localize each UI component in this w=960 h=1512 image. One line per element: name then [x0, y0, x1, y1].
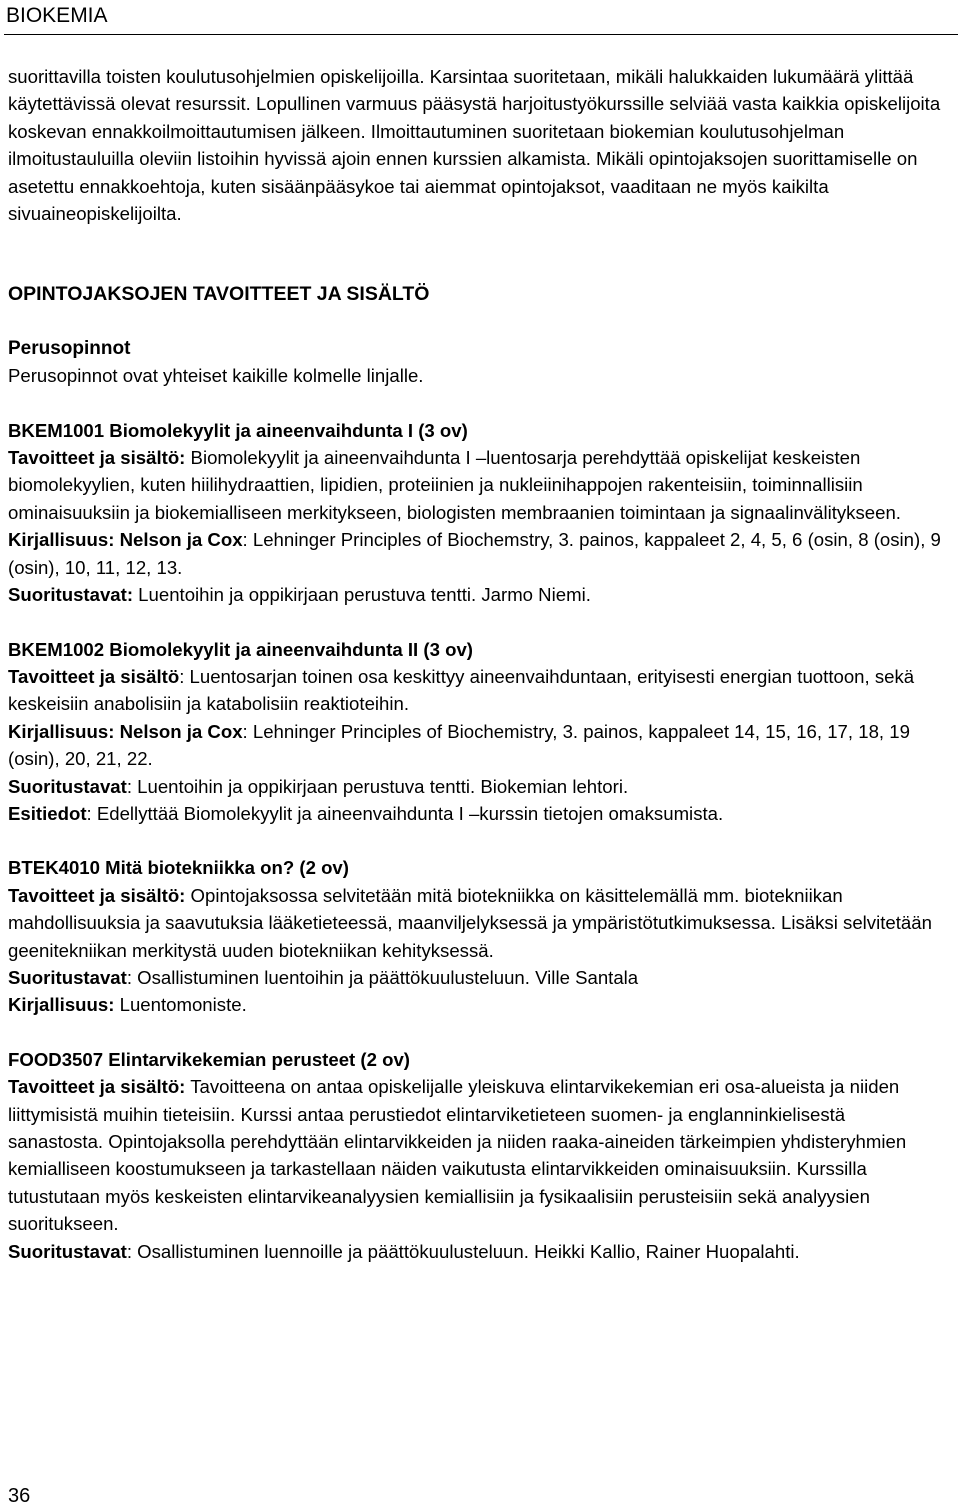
goals-label: Tavoitteet ja sisältö	[8, 665, 180, 687]
goals-text: Biomolekyylit ja aineenvaihdunta I –luentosarja perehdyttää opiskelijat keskeisten biomolekyylien, kuten hiilihydraattien, lipidien, proteiinien ja nukleiinihappojen rakenteisiin, toiminnallisiin ominaisuuksiin ja biokemialliseen merkitykseen, biologisten membraanien toimintaan ja signaalinvälitykseen.	[8, 447, 901, 523]
literature-label: Kirjallisuus:	[8, 994, 115, 1016]
literature-label: Kirjallisuus: Nelson ja Cox	[8, 720, 243, 742]
course-food3507	[8, 1046, 943, 1265]
running-header	[4, 2, 958, 35]
course-goals	[8, 444, 943, 526]
intro-paragraph: suorittavilla toisten koulutusohjelmien opiskelijoilla. Karsintaa suoritetaan, mikäli halukkaiden lukumäärä ylittää käytettävissä olevat resurssit. Lopullinen varmuus pääsystä harjoitustyökurssille selviää vasta kaikkia opiskelijoita koskevan ennakkoilmoittautumisen jälkeen. Ilmoittautuminen suoritetaan biokemian koulutusohjelman ilmoitustauluilla oleviin listoihin hyvissä ajoin ennen kurssien alkamista. Mikäli opintojaksojen suorittamiselle on asetettu ennakkoehtoja, kuten sisäänpääsykoe tai aiemmat opintojaksot, vaaditaan ne myös kaikilta sivuaineopiskelijoilta.	[8, 66, 941, 225]
method-text: : Osallistuminen luentoihin ja päättökuulusteluun. Ville Santala	[126, 966, 639, 988]
method-text: : Luentoihin ja oppikirjaan perustuva tentti. Biokemian lehtori.	[126, 775, 629, 797]
method-text: Luentoihin ja oppikirjaan perustuva tentti. Jarmo Niemi.	[133, 584, 591, 606]
course-title: BTEK4010 Mitä biotekniikka on? (2 ov)	[8, 857, 349, 879]
method-label: Suoritustavat	[8, 1240, 127, 1262]
course-title: FOOD3507 Elintarvikekemian perusteet (2 ov)	[8, 1048, 410, 1070]
goals-text: Tavoitteena on antaa opiskelijalle yleiskuva elintarvikekemian eri osa-alueista ja niiden liittymisistä muihin tieteisiin. Kurssi antaa perustiedot elintarviketieteen suomen- ja englanninkielisestä sanastosta. Opintojaksolla perehdyttään elintarvikkeiden ja niiden raaka-aineiden tärkeimpien yhdisteryhmien kemialliseen koostumukseen ja tarkastellaan näiden vaikutusta elintarvikkeiden ominaisuuksiin. Kurssilla tutustutaan myös keskeisten elintarvikeanalyysien kemiallisiin ja fysikaalisiin perusteisiin sekä analyysien suoritukseen.	[8, 1076, 907, 1235]
literature-label: Kirjallisuus: Nelson ja Cox	[8, 529, 243, 551]
course-literature	[8, 718, 943, 773]
literature-text: : Lehninger Principles of Biochemistry, 3. painos, kappaleet 14, 15, 16, 17, 18, 19 (osin), 20, 21, 22.	[8, 720, 910, 770]
course-method	[8, 1238, 943, 1265]
method-label: Suoritustavat:	[8, 584, 134, 606]
course-title: BKEM1002 Biomolekyylit ja aineenvaihdunta II (3 ov)	[8, 638, 473, 660]
course-goals	[8, 1073, 943, 1237]
body-text	[8, 63, 943, 1292]
course-prerequisites	[8, 800, 943, 827]
goals-label: Tavoitteet ja sisältö:	[8, 1076, 186, 1098]
prerequisites-label: Esitiedot	[8, 802, 87, 824]
prerequisites-text: : Edellyttää Biomolekyylit ja aineenvaihdunta I –kurssin tietojen omaksumista.	[86, 802, 724, 824]
header-title: BIOKEMIA	[6, 4, 108, 27]
method-label: Suoritustavat	[8, 775, 127, 797]
goals-text: : Luentosarjan toinen osa keskittyy aineenvaihduntaan, erityisesti energian tuottoon, sekä keskeisiin anabolisiin ja katabolisiin reaktioteihin.	[8, 665, 915, 715]
section-heading: OPINTOJAKSOJEN TAVOITTEET JA SISÄLTÖ	[8, 283, 430, 306]
goals-label: Tavoitteet ja sisältö:	[8, 447, 186, 469]
course-title: BKEM1001 Biomolekyylit ja aineenvaihdunta I (3 ov)	[8, 419, 468, 441]
perusopinnot-heading: Perusopinnot	[8, 337, 131, 359]
course-method	[8, 581, 943, 608]
course-method	[8, 773, 943, 800]
course-literature	[8, 526, 943, 581]
goals-text: Opintojaksossa selvitetään mitä biotekniikka on käsittelemällä mm. biotekniikan mahdollisuuksia ja saavutuksia lääketieteessä, maanviljelyksessä ja ympäristötutkimuksessa. Lisäksi selvitetään geenitekniikan merkitystä uuden biotekniikan kehityksessä.	[8, 884, 932, 961]
course-method	[8, 964, 943, 991]
course-btek4010	[8, 854, 943, 1018]
method-label: Suoritustavat	[8, 966, 127, 988]
perusopinnot-text: Perusopinnot ovat yhteiset kaikille kolmelle linjalle.	[8, 365, 424, 387]
page-number: 36	[8, 1485, 31, 1507]
perusopinnot-block	[8, 335, 943, 390]
course-bkem1001	[8, 417, 943, 609]
goals-label: Tavoitteet ja sisältö:	[8, 884, 186, 906]
literature-text: Luentomoniste.	[114, 994, 247, 1016]
method-text: : Osallistuminen luennoille ja päättökuulusteluun. Heikki Kallio, Rainer Huopalahti.	[126, 1240, 800, 1262]
course-goals	[8, 882, 943, 964]
course-bkem1002	[8, 636, 943, 828]
course-goals	[8, 663, 943, 718]
literature-text: : Lehninger Principles of Biochemstry, 3. painos, kappaleet 2, 4, 5, 6 (osin, 8 (osin), 9 (osin), 10, 11, 12, 13.	[8, 529, 941, 578]
course-literature	[8, 991, 943, 1018]
